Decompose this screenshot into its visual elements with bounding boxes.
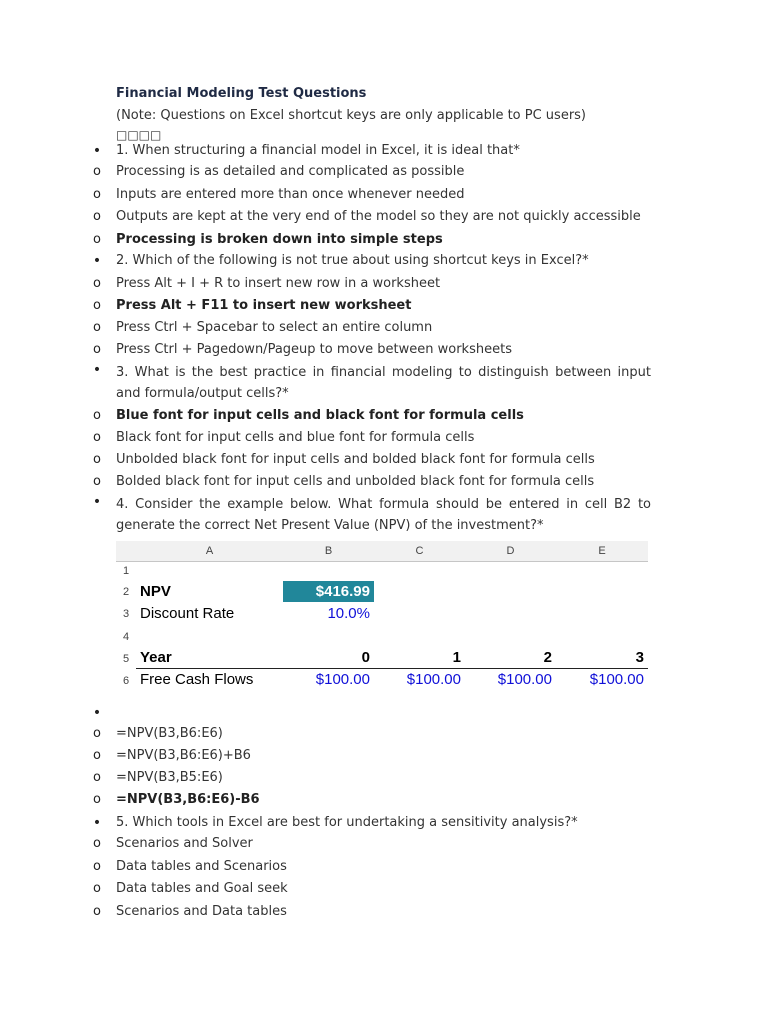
row-header-4: 4 [122, 631, 130, 643]
line-text: Data tables and Goal seek [116, 881, 288, 896]
line-text: Press Alt + I + R to insert new row in a worksheet [116, 276, 441, 291]
option-marker: o [93, 187, 101, 202]
col-header-e: E [556, 541, 648, 562]
year-2: 2 [543, 649, 552, 666]
fcf-value-0: $100.00 [315, 671, 370, 688]
correct-answer-text: Blue font for input cells and black font for formula cells [116, 408, 524, 423]
col-header-a: A [136, 541, 284, 562]
correct-answer-text: Press Alt + F11 to insert new worksheet [116, 298, 412, 313]
line-text: Data tables and Scenarios [116, 859, 287, 874]
col-header-c: C [374, 541, 466, 562]
option-marker: o [93, 320, 101, 335]
option-marker: o [93, 452, 101, 467]
line-text: =NPV(B3,B5:E6) [116, 770, 223, 785]
option-marker: o [93, 298, 101, 313]
bullet-marker: • [92, 815, 102, 831]
line-text: Bolded black font for input cells and unbolded black font for formula cells [116, 474, 595, 489]
correct-answer-text: =NPV(B3,B6:E6)-B6 [116, 792, 260, 807]
bullet-marker: • [92, 143, 102, 159]
fcf-value-3: $100.00 [589, 671, 644, 688]
discount-rate-label: Discount Rate [140, 605, 235, 622]
option-marker: o [93, 430, 101, 445]
line-text: Outputs are kept at the very end of the model so they are not quickly accessible [116, 209, 641, 224]
line-text: Inputs are entered more than once whenever needed [116, 187, 465, 202]
correct-answer-text: Processing is broken down into simple steps [116, 232, 443, 247]
line-text: 2. Which of the following is not true about using shortcut keys in Excel?* [116, 253, 589, 268]
option-marker: o [93, 342, 101, 357]
line-text: Scenarios and Data tables [116, 904, 287, 919]
row-header-3: 3 [122, 608, 130, 620]
line-text: Press Ctrl + Spacebar to select an entire column [116, 320, 433, 335]
document-title: Financial Modeling Test Questions [116, 86, 367, 101]
npv-value-cell: $416.99 [283, 581, 374, 602]
line-text: Scenarios and Solver [116, 836, 253, 851]
bullet-marker: • [92, 362, 102, 378]
fcf-value-2: $100.00 [497, 671, 552, 688]
row-header-6: 6 [122, 675, 130, 687]
row-header-5: 5 [122, 653, 130, 665]
row-header-1: 1 [122, 565, 130, 577]
year-1: 1 [452, 649, 461, 666]
line-text: 5. Which tools in Excel are best for undertaking a sensitivity analysis?* [116, 815, 578, 830]
option-marker: o [93, 792, 101, 807]
col-header-b: B [283, 541, 375, 562]
year-3: 3 [635, 649, 644, 666]
option-marker: o [93, 770, 101, 785]
option-marker: o [93, 474, 101, 489]
line-text: =NPV(B3,B6:E6) [116, 726, 223, 741]
option-marker: o [93, 836, 101, 851]
year-0: 0 [361, 649, 370, 666]
discount-rate-value: 10.0% [327, 605, 370, 622]
option-marker: o [93, 726, 101, 741]
line-text: 1. When structuring a financial model in Excel, it is ideal that* [116, 143, 520, 158]
line-text: Press Ctrl + Pagedown/Pageup to move between worksheets [116, 342, 512, 357]
document-note: (Note: Questions on Excel shortcut keys are only applicable to PC users) [116, 108, 587, 123]
fcf-value-1: $100.00 [406, 671, 461, 688]
option-marker: o [93, 904, 101, 919]
line-text: =NPV(B3,B6:E6)+B6 [116, 748, 251, 763]
line-text: Processing is as detailed and complicated as possible [116, 164, 465, 179]
option-marker: o [93, 276, 101, 291]
row-header-2: 2 [122, 586, 130, 598]
line-text: 3. What is the best practice in financial modeling to distinguish between input and formula/output cells?* [116, 365, 651, 401]
bullet-marker: • [92, 253, 102, 269]
option-marker: o [93, 748, 101, 763]
option-marker: o [93, 859, 101, 874]
option-marker: o [93, 209, 101, 224]
col-header-d: D [465, 541, 557, 562]
bullet-marker: • [92, 494, 102, 510]
line-text: 4. Consider the example below. What formula should be entered in cell B2 to generate the correct Net Present Value (NPV) of the investment?* [116, 497, 651, 533]
glyph-line: □□□□ [116, 128, 162, 142]
line-text: Black font for input cells and blue font for formula cells [116, 430, 475, 445]
sheet-corner [116, 541, 137, 562]
npv-label: NPV [140, 583, 171, 600]
fcf-label: Free Cash Flows [140, 671, 254, 688]
bullet-marker: • [92, 705, 102, 721]
option-marker: o [93, 408, 101, 423]
option-marker: o [93, 232, 101, 247]
option-marker: o [93, 881, 101, 896]
spreadsheet-example [116, 541, 648, 691]
year-label: Year [140, 649, 172, 666]
line-text: Unbolded black font for input cells and bolded black font for formula cells [116, 452, 595, 467]
option-marker: o [93, 164, 101, 179]
